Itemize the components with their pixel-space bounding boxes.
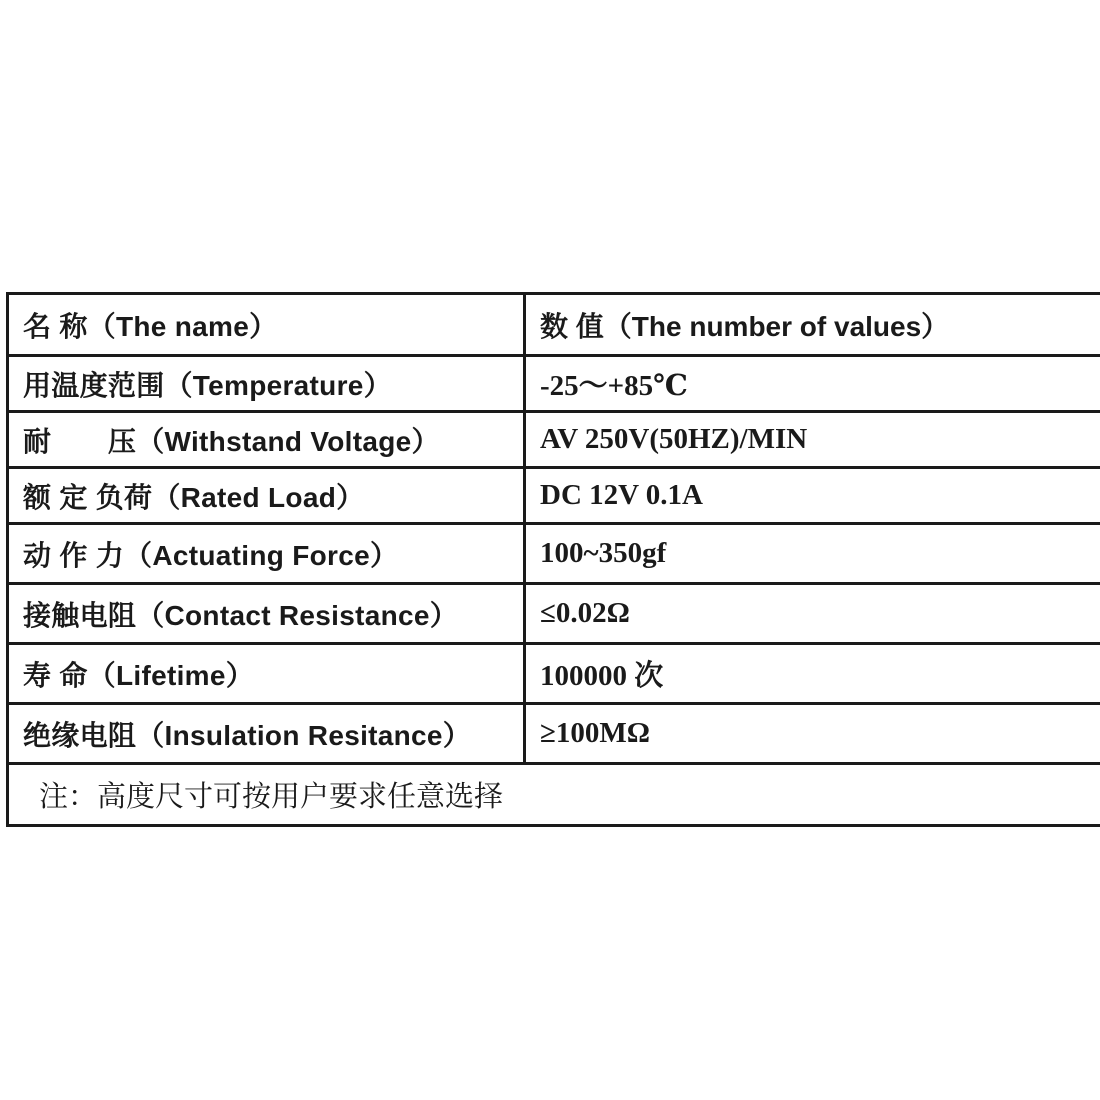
header-value-cell: 数 值（The number of values）: [525, 294, 1100, 356]
table-row: [8, 356, 1100, 412]
table-note-row: [8, 764, 1100, 826]
spec-table: [6, 292, 1100, 827]
row-value-cell: ≤0.02Ω: [525, 584, 1100, 644]
row-value-cell: DC 12V 0.1A: [525, 468, 1100, 524]
row-value-cell: ≥100MΩ: [525, 704, 1100, 764]
table-row: [8, 584, 1100, 644]
table-row: [8, 704, 1100, 764]
row-value-cell: 100~350gf: [525, 524, 1100, 584]
row-name-cell: 用温度范围（Temperature）: [8, 356, 525, 412]
table-row: [8, 524, 1100, 584]
row-name-cell: 动 作 力（Actuating Force）: [8, 524, 525, 584]
row-name-cell: 耐 压（Withstand Voltage）: [8, 412, 525, 468]
table-header-row: [8, 294, 1100, 356]
row-name-cell: 绝缘电阻（Insulation Resitance）: [8, 704, 525, 764]
table-note: 注：高度尺寸可按用户要求任意选择: [8, 764, 1100, 826]
table-row: [8, 644, 1100, 704]
row-value-cell: -25～+85℃: [525, 356, 1100, 412]
row-value-cell: 100000 次: [525, 644, 1100, 704]
row-name-cell: 接触电阻（Contact Resistance）: [8, 584, 525, 644]
table-row: [8, 468, 1100, 524]
spec-table-container: [6, 292, 1100, 827]
row-name-cell: 寿 命（Lifetime）: [8, 644, 525, 704]
table-row: [8, 412, 1100, 468]
row-name-cell: 额 定 负荷（Rated Load）: [8, 468, 525, 524]
row-value-cell: AV 250V(50HZ)/MIN: [525, 412, 1100, 468]
header-name-cell: 名 称（The name）: [8, 294, 525, 356]
